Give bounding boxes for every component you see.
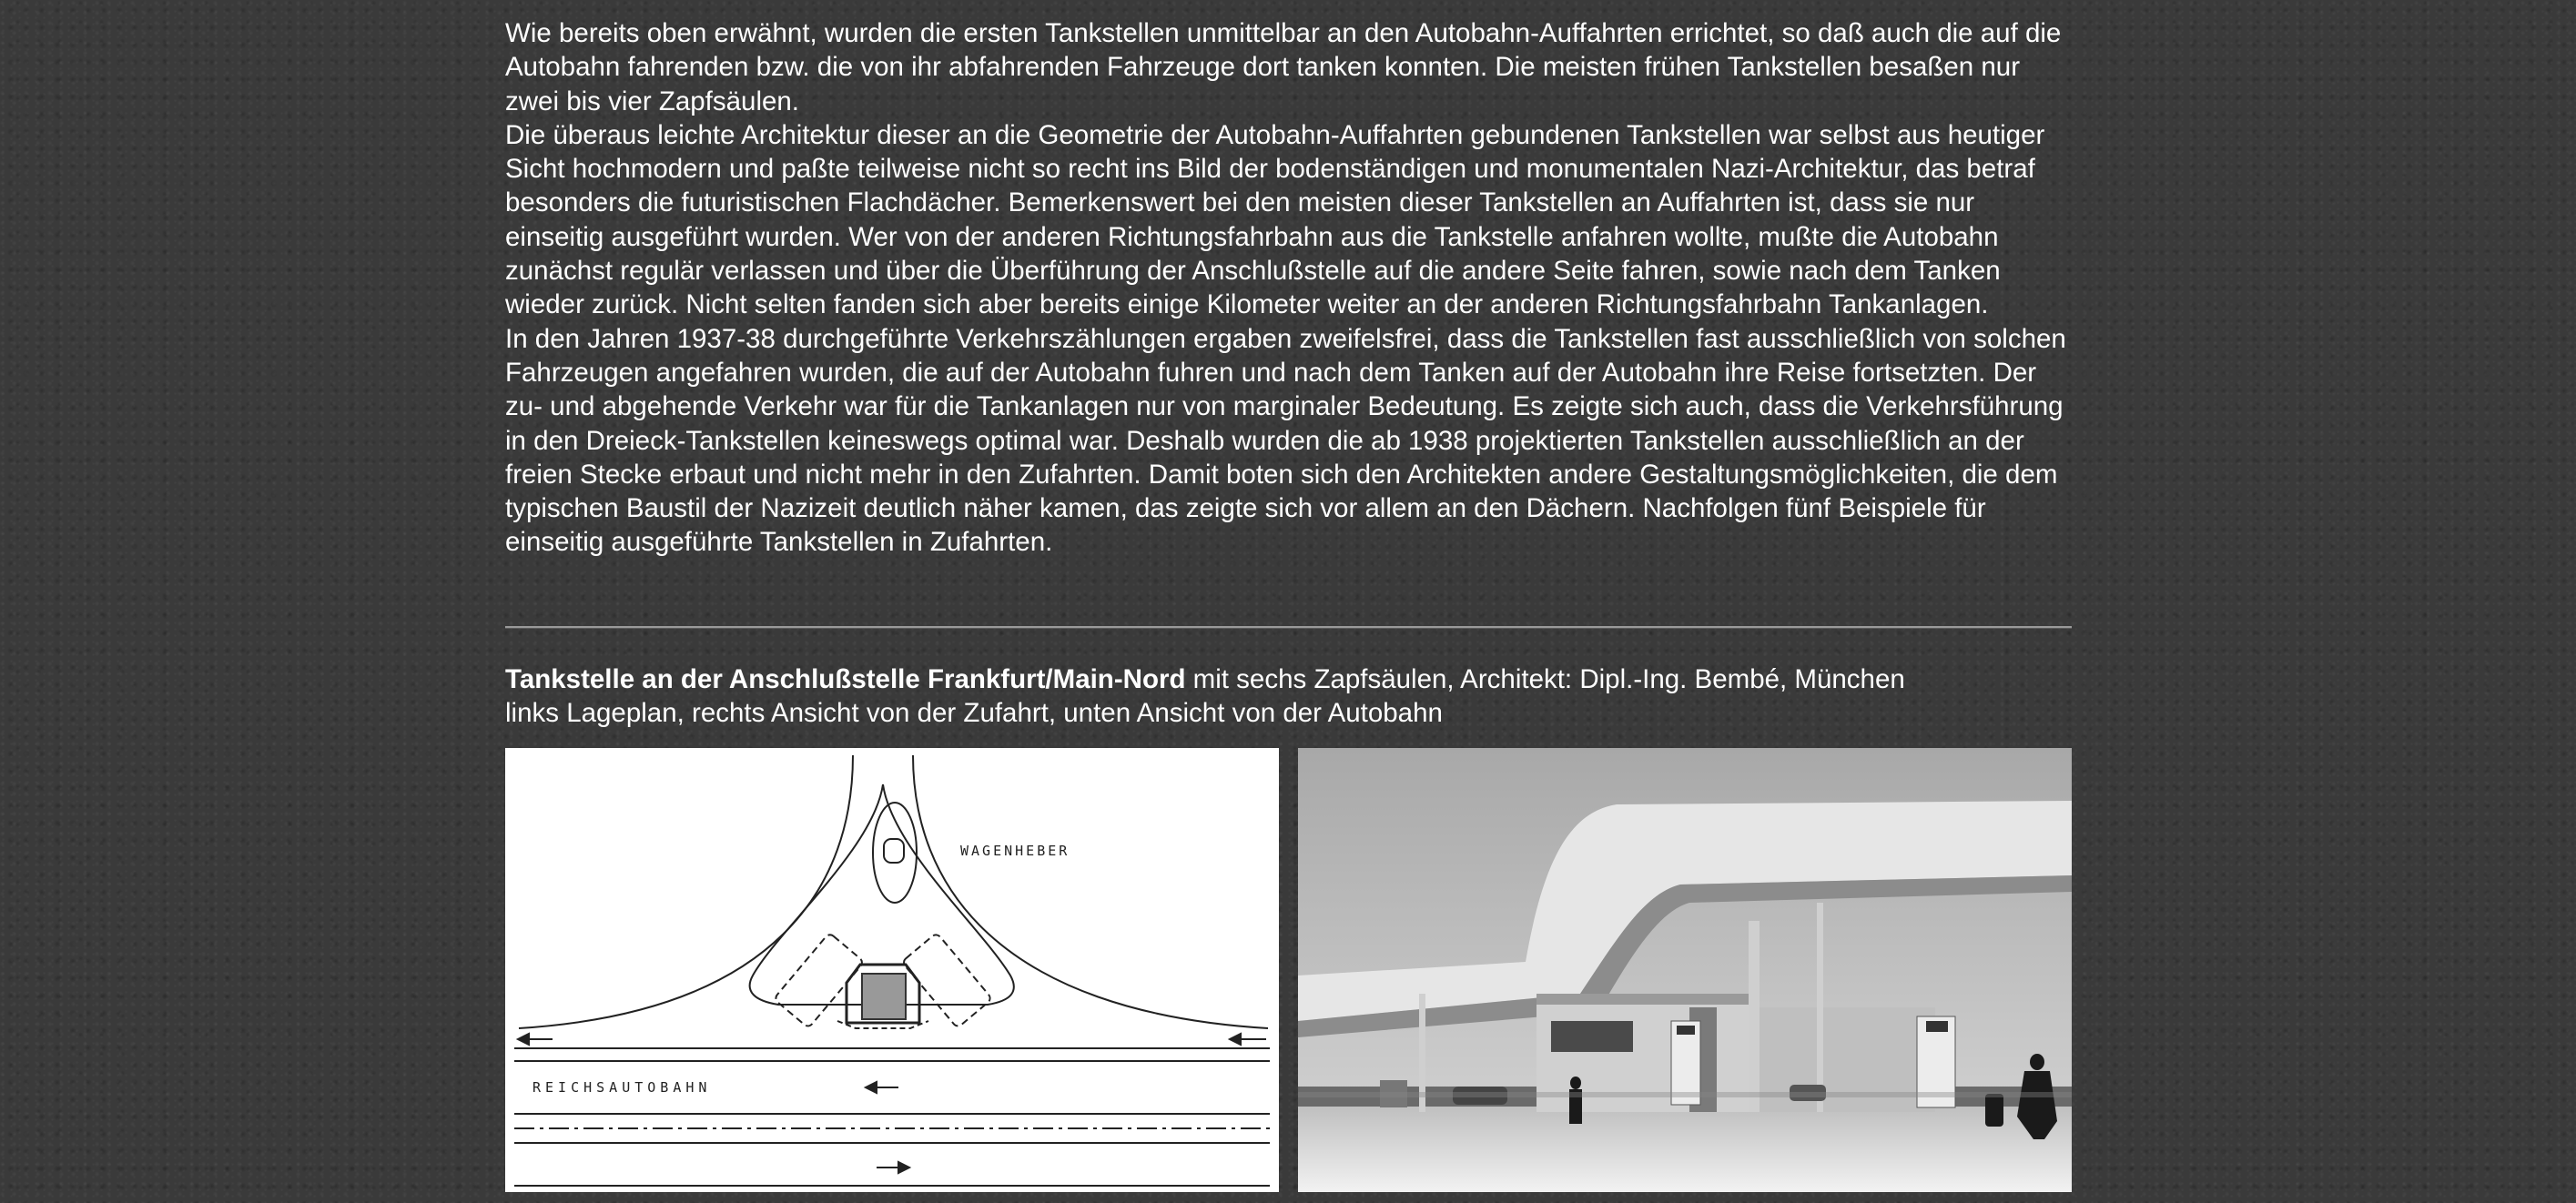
section-title-rest: mit sechs Zapfsäulen, Architekt: Dipl.-Ing. Bembé, München (1185, 664, 1905, 694)
paragraph-early-stations: Wie bereits oben erwähnt, wurden die ersten Tankstellen unmittelbar an den Autobahn-Auffahrten errichtet, so daß auch die auf die Autobahn fahrenden bzw. die von ihr abfahrenden Fahrzeuge dort tanken konnten. Die meisten frühen Tankstellen besaßen nur zwei bis vier Zapfsäulen. (505, 18, 2062, 116)
section-caption (505, 662, 2071, 730)
site-plan-drawing (505, 748, 1279, 1192)
label-wagenheber: WAGENHEBER (960, 843, 1070, 859)
article-body (505, 16, 2071, 560)
section-subtitle: links Lageplan, rechts Ansicht von der Zufahrt, unten Ansicht von der Autobahn (505, 698, 1443, 728)
right-ramp-curve (913, 755, 1268, 1028)
section-title-line (505, 662, 2071, 696)
station-photo-drawing (1298, 748, 2072, 1192)
pump-island-left (774, 933, 864, 1028)
left-ramp-curve (519, 755, 853, 1028)
car-jack-symbol (884, 839, 904, 863)
horizontal-divider (505, 626, 2072, 629)
section-title-bold: Tankstelle an der Anschlußstelle Frankfurt/Main-Nord (505, 664, 1186, 694)
label-reichsautobahn: REICHSAUTOBAHN (532, 1079, 712, 1096)
paragraph-architecture: Die überaus leichte Architektur dieser an die Geometrie der Autobahn-Auffahrten gebundenen Tankstellen war selbst aus heutiger Sicht hochmodern und paßte teilweise nicht so recht ins Bild der bodenständigen und monumentalen Nazi-Architektur, das betraf besonders die futuristischen Flachdächer. Bemerkenswert bei den meisten dieser Tankstellen an Auffahrten ist, dass sie nur einseitig ausgeführt wurden. Wer von der anderen Richtungsfahrbahn aus die Tankstelle anfahren wollte, mußte die Autobahn zunächst regulär verlassen und über die Überführung der Anschlußstelle auf die andere Seite fahren, sowie nach dem Tanken wieder zurück. Nicht selten fanden sich aber bereits einige Kilometer weiter an der anderen Richtungsfahrbahn Tankanlagen. (505, 119, 2045, 320)
station-photo (1298, 748, 2072, 1192)
site-plan-image (505, 748, 1279, 1192)
pump-island-right (902, 933, 992, 1028)
paragraph-traffic-counts: In den Jahren 1937-38 durchgeführte Verkehrszählungen ergaben zweifelsfrei, dass die Tankstellen fast ausschließlich von solchen Fahrzeugen angefahren wurden, die auf der Autobahn fuhren und nach dem Tanken auf der Autobahn ihre Reise fortsetzten. Der zu- und abgehende Verkehr war für die Tankanlagen nur von marginaler Bedeutung. Es zeigte sich auch, dass die Verkehrsführung in den Dreieck-Tankstellen keineswegs optimal war. Deshalb wurden die ab 1938 projektierten Tankstellen ausschließlich an der freien Stecke erbaut und nicht mehr in den Zufahrten. Damit boten sich den Architekten andere Gestaltungsmöglichkeiten, die dem typischen Baustil der Nazizeit deutlich näher kamen, das zeigte sich vor allem an den Dächern. Nachfolgen fünf Beispiele für einseitig ausgeführte Tankstellen in Zufahrten. (505, 323, 2066, 558)
car-jack-pad (873, 803, 917, 903)
